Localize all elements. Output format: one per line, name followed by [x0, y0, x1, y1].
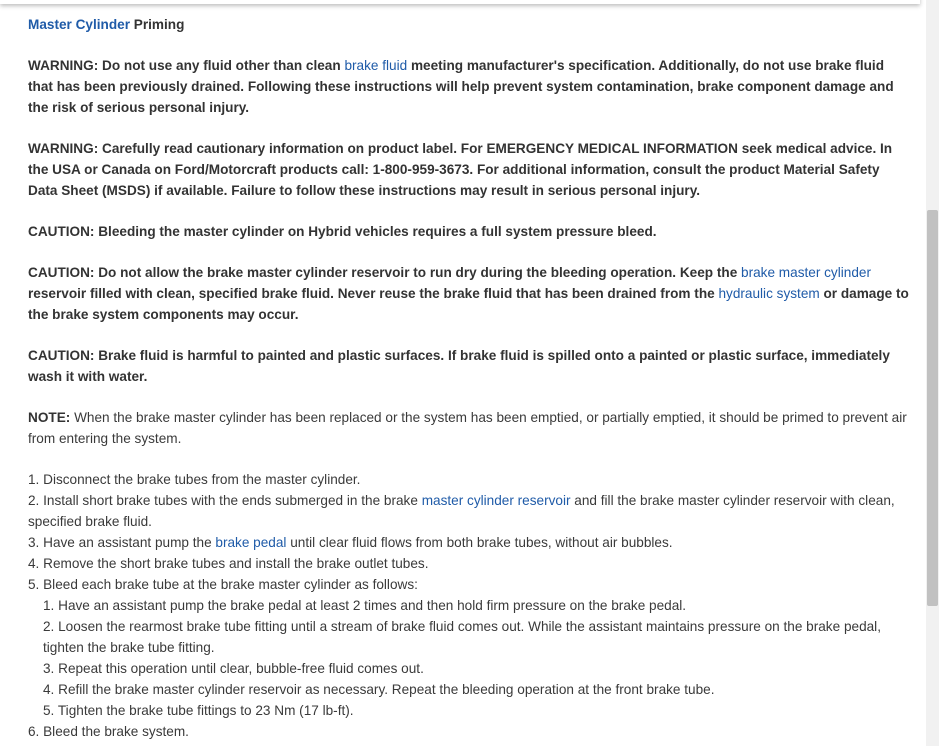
- step-text: Bleed each brake tube at the brake master cylinder as follows:: [39, 577, 418, 592]
- step-text: Bleed the brake system.: [39, 724, 189, 739]
- master-cylinder-link[interactable]: Master Cylinder: [28, 17, 130, 32]
- substep-4: [28, 679, 912, 700]
- master-cylinder-reservoir-link[interactable]: master cylinder reservoir: [421, 493, 571, 508]
- title-rest: Priming: [130, 17, 185, 32]
- substeps: [28, 595, 912, 721]
- step-3: [28, 532, 912, 553]
- step-2: [28, 490, 912, 532]
- note: [28, 407, 912, 449]
- substep-2: [28, 616, 912, 658]
- step-text: Disconnect the brake tubes from the master cylinder.: [39, 472, 361, 487]
- substep-text: Loosen the rearmost brake tube fitting until a stream of brake fluid comes out. While the assistant maintains pressure on the brake pedal, tighten the brake tube fitting.: [43, 619, 881, 655]
- vertical-scrollbar[interactable]: [926, 0, 939, 746]
- substep-number: 5.: [43, 703, 55, 718]
- warning-fluid: [28, 55, 912, 118]
- note-label: NOTE:: [28, 410, 71, 425]
- substep-number: 1.: [43, 598, 55, 613]
- substep-text: Tighten the brake tube fittings to 23 Nm (17 lb-ft).: [54, 703, 354, 718]
- note-text: When the brake master cylinder has been replaced or the system has been emptied, or partially emptied, it should be primed to prevent air from entering the system.: [28, 410, 907, 446]
- substep-number: 2.: [43, 619, 55, 634]
- top-card-edge: [0, 0, 920, 4]
- step-text: Have an assistant pump the: [39, 535, 216, 550]
- warning-medical: WARNING: Carefully read cautionary information on product label. For EMERGENCY MEDICAL INFORMATION seek medical advice. In the USA or Canada on Ford/Motorcraft products call: 1-800-959-3673. For additional information, consult the product Material Safety Data Sheet (MSDS) if available. Failure to follow these instructions may result in serious personal injury.: [28, 141, 893, 198]
- substep-number: 3.: [43, 661, 55, 676]
- substep-number: 4.: [43, 682, 55, 697]
- step-text: and fill the brake master cylinder reservoir with clean, specified brake fluid.: [28, 493, 895, 529]
- caution-reservoir-text-2: reservoir filled with clean, specified brake fluid. Never reuse the brake fluid that has been drained from the: [28, 286, 719, 301]
- caution-reservoir: [28, 262, 912, 325]
- step-number: 6.: [28, 724, 40, 739]
- brake-pedal-link[interactable]: brake pedal: [215, 535, 287, 550]
- step-number: 1.: [28, 472, 40, 487]
- step-text: Install short brake tubes with the ends submerged in the brake: [39, 493, 422, 508]
- step-number: 4.: [28, 556, 40, 571]
- substep-text: Repeat this operation until clear, bubble-free fluid comes out.: [54, 661, 424, 676]
- step-4: [28, 553, 912, 574]
- step-number: 2.: [28, 493, 40, 508]
- caution-paint: CAUTION: Brake fluid is harmful to painted and plastic surfaces. If brake fluid is spilled onto a painted or plastic surface, immediately wash it with water.: [28, 348, 890, 384]
- caution-reservoir-text-3: or damage to the brake system components may occur.: [28, 286, 909, 322]
- substep-1: [28, 595, 912, 616]
- step-text: Remove the short brake tubes and install the brake outlet tubes.: [39, 556, 429, 571]
- caution-reservoir-text: CAUTION: Do not allow the brake master cylinder reservoir to run dry during the bleeding operation. Keep the: [28, 265, 742, 280]
- step-number: 3.: [28, 535, 40, 550]
- brake-master-cylinder-link[interactable]: brake master cylinder: [741, 265, 871, 280]
- scrollbar-thumb[interactable]: [927, 210, 938, 606]
- warning-fluid-text-2: meeting manufacturer's specification. Additionally, do not use brake fluid that has been previously drained. Following these instructions will help prevent system contamination, brake component damage and the risk of serious personal injury.: [28, 58, 894, 115]
- procedure-steps: [28, 469, 912, 742]
- substep-5: [28, 700, 912, 721]
- substep-text: Have an assistant pump the brake pedal at least 2 times and then hold firm pressure on the brake pedal.: [54, 598, 687, 613]
- substep-3: [28, 658, 912, 679]
- procedure-content: [28, 14, 912, 742]
- step-6: [28, 721, 912, 742]
- step-5: [28, 574, 912, 721]
- warning-fluid-text: WARNING: Do not use any fluid other than clean: [28, 58, 345, 73]
- caution-hybrid: CAUTION: Bleeding the master cylinder on Hybrid vehicles requires a full system pressure bleed.: [28, 224, 657, 239]
- substep-text: Refill the brake master cylinder reservoir as necessary. Repeat the bleeding operation at the front brake tube.: [54, 682, 715, 697]
- step-text: until clear fluid flows from both brake tubes, without air bubbles.: [286, 535, 673, 550]
- step-1: [28, 469, 912, 490]
- hydraulic-system-link[interactable]: hydraulic system: [718, 286, 820, 301]
- procedure-title: [28, 14, 912, 35]
- step-number: 5.: [28, 577, 40, 592]
- brake-fluid-link[interactable]: brake fluid: [344, 58, 408, 73]
